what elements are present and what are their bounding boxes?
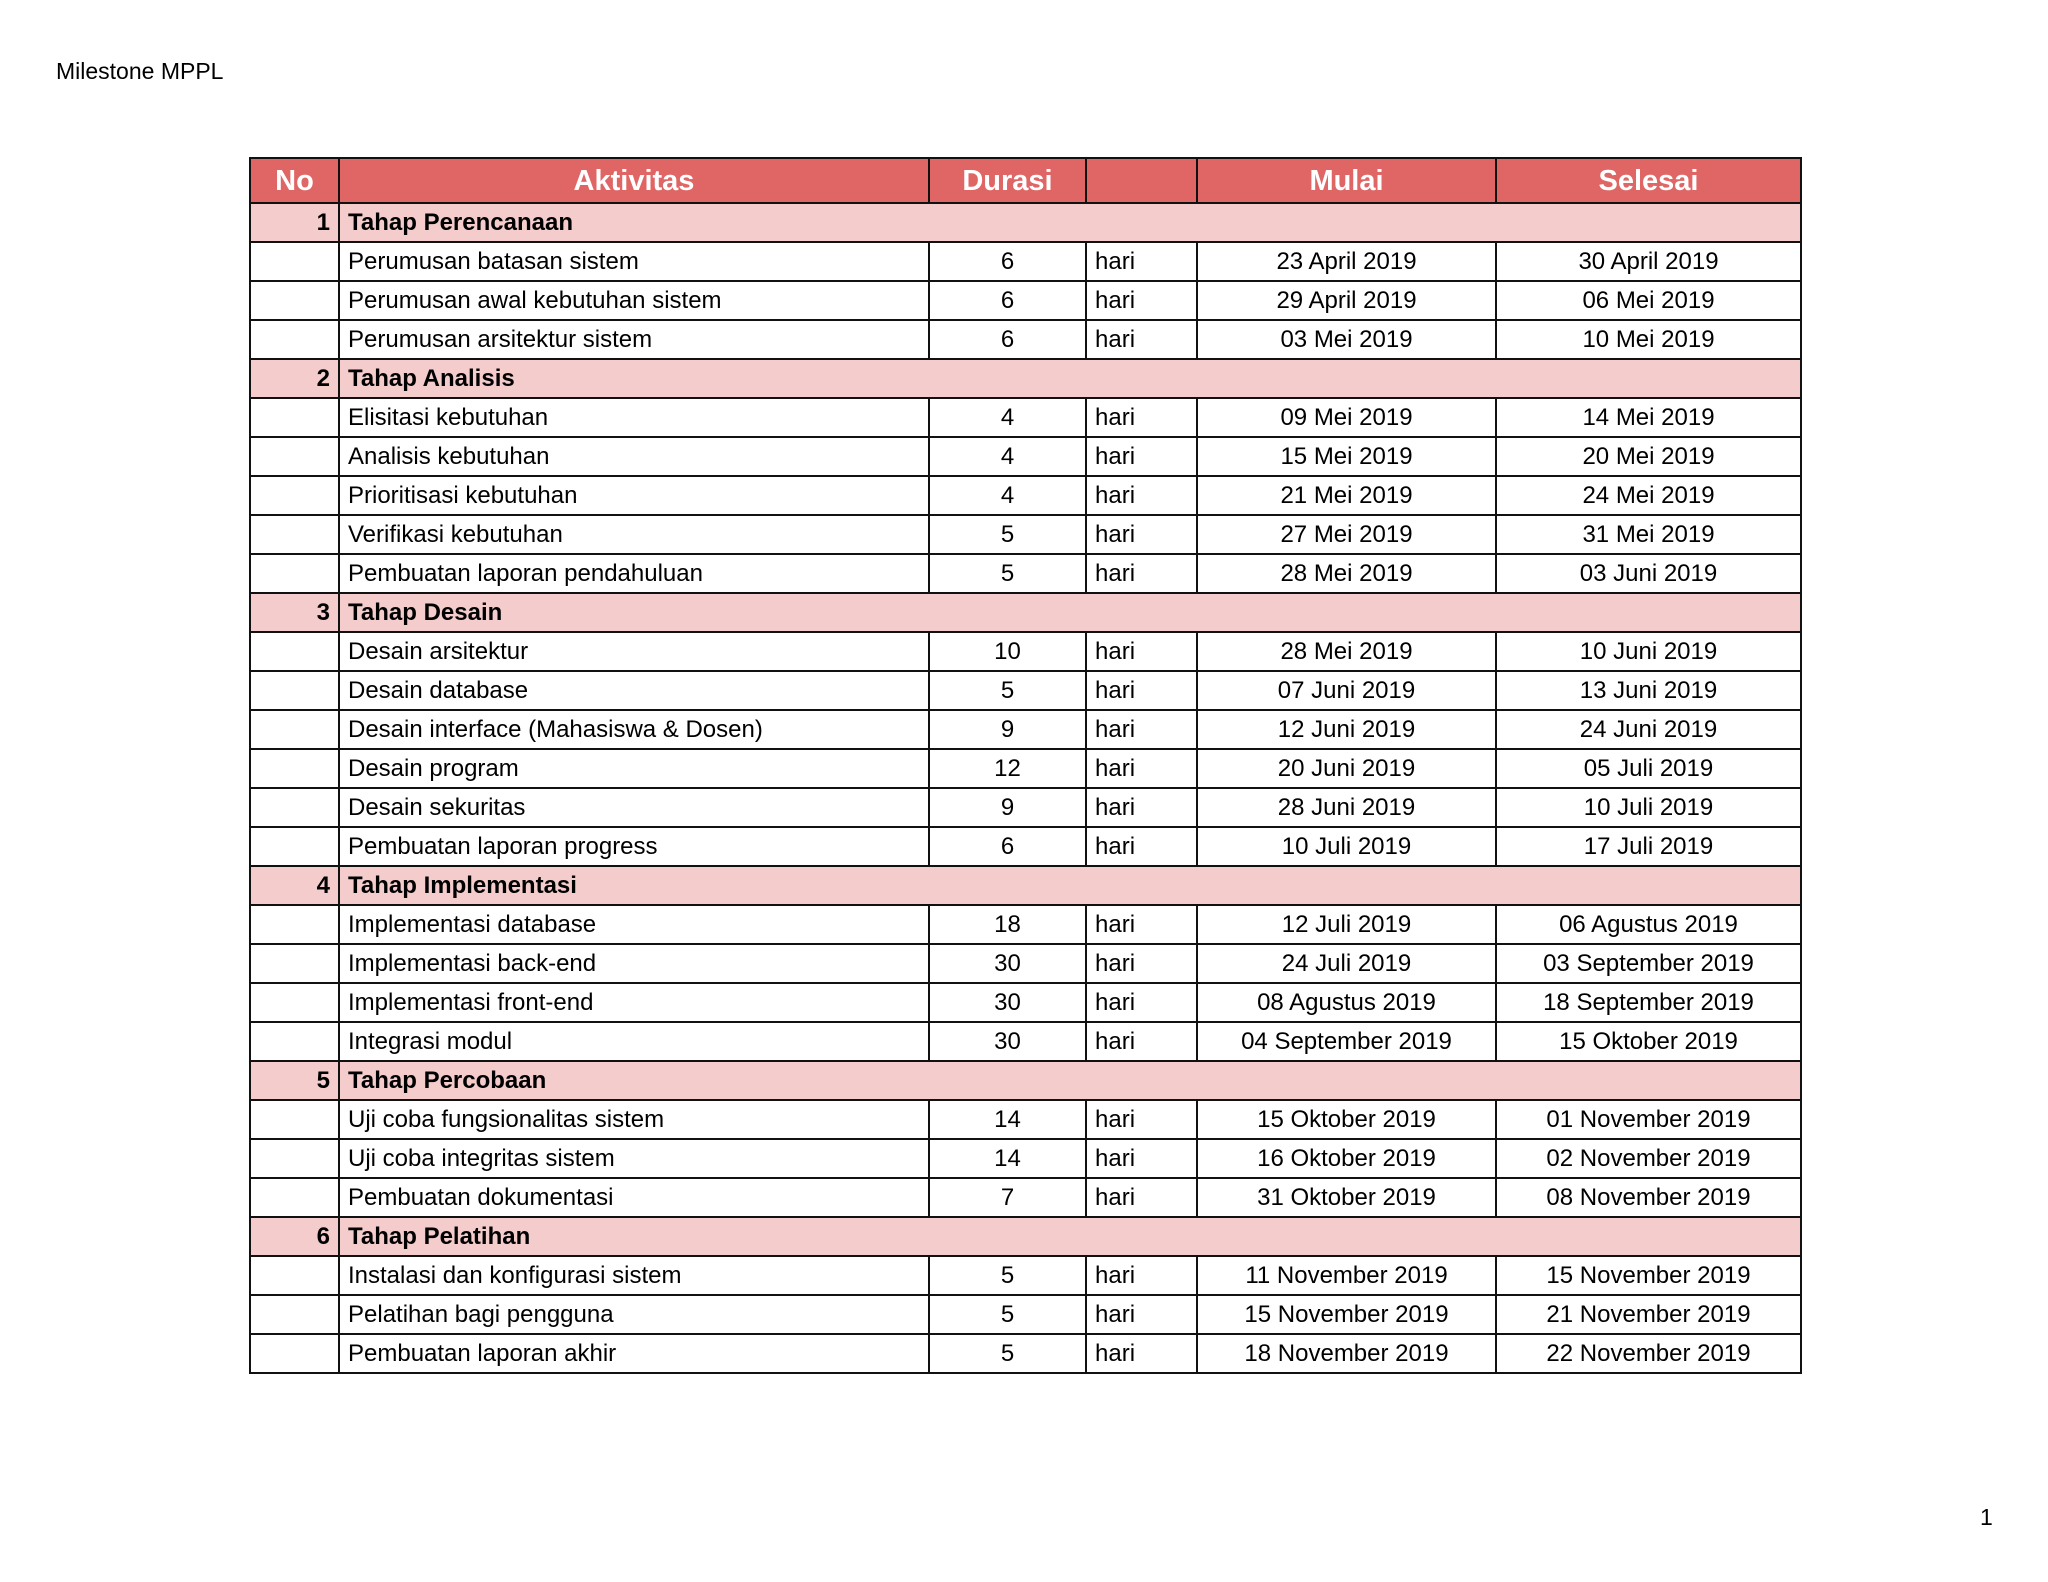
task-satuan: hari (1086, 710, 1197, 749)
task-durasi: 30 (929, 1022, 1086, 1061)
phase-number: 2 (250, 359, 339, 398)
task-satuan: hari (1086, 983, 1197, 1022)
task-aktivitas: Uji coba fungsionalitas sistem (339, 1100, 929, 1139)
phase-number: 5 (250, 1061, 339, 1100)
task-mulai: 28 Juni 2019 (1197, 788, 1496, 827)
task-aktivitas: Desain database (339, 671, 929, 710)
task-selesai: 01 November 2019 (1496, 1100, 1801, 1139)
task-durasi: 14 (929, 1139, 1086, 1178)
task-aktivitas: Elisitasi kebutuhan (339, 398, 929, 437)
task-selesai: 13 Juni 2019 (1496, 671, 1801, 710)
task-selesai: 05 Juli 2019 (1496, 749, 1801, 788)
task-selesai: 20 Mei 2019 (1496, 437, 1801, 476)
task-satuan: hari (1086, 944, 1197, 983)
task-satuan: hari (1086, 398, 1197, 437)
task-row (250, 242, 1801, 281)
phase-name: Tahap Percobaan (339, 1061, 1801, 1100)
task-durasi: 5 (929, 1256, 1086, 1295)
task-row (250, 398, 1801, 437)
document-title: Milestone MPPL (56, 58, 224, 84)
task-row (250, 788, 1801, 827)
task-satuan: hari (1086, 1178, 1197, 1217)
task-selesai: 15 Oktober 2019 (1496, 1022, 1801, 1061)
task-selesai: 18 September 2019 (1496, 983, 1801, 1022)
task-no-cell (250, 476, 339, 515)
task-no-cell (250, 437, 339, 476)
phase-name: Tahap Analisis (339, 359, 1801, 398)
task-no-cell (250, 944, 339, 983)
task-satuan: hari (1086, 632, 1197, 671)
task-aktivitas: Instalasi dan konfigurasi sistem (339, 1256, 929, 1295)
task-no-cell (250, 788, 339, 827)
task-row (250, 1178, 1801, 1217)
task-no-cell (250, 632, 339, 671)
task-aktivitas: Pembuatan laporan progress (339, 827, 929, 866)
task-mulai: 29 April 2019 (1197, 281, 1496, 320)
task-row (250, 1100, 1801, 1139)
task-satuan: hari (1086, 1022, 1197, 1061)
task-mulai: 07 Juni 2019 (1197, 671, 1496, 710)
task-mulai: 16 Oktober 2019 (1197, 1139, 1496, 1178)
phase-row (250, 1217, 1801, 1256)
task-aktivitas: Uji coba integritas sistem (339, 1139, 929, 1178)
task-satuan: hari (1086, 1256, 1197, 1295)
task-aktivitas: Pembuatan dokumentasi (339, 1178, 929, 1217)
task-no-cell (250, 554, 339, 593)
task-durasi: 30 (929, 944, 1086, 983)
task-no-cell (250, 1139, 339, 1178)
task-row (250, 710, 1801, 749)
task-no-cell (250, 1334, 339, 1373)
task-mulai: 11 November 2019 (1197, 1256, 1496, 1295)
task-satuan: hari (1086, 242, 1197, 281)
task-no-cell (250, 983, 339, 1022)
task-mulai: 04 September 2019 (1197, 1022, 1496, 1061)
task-row (250, 476, 1801, 515)
task-durasi: 5 (929, 671, 1086, 710)
task-mulai: 27 Mei 2019 (1197, 515, 1496, 554)
task-durasi: 9 (929, 710, 1086, 749)
task-row (250, 749, 1801, 788)
task-satuan: hari (1086, 1334, 1197, 1373)
task-satuan: hari (1086, 554, 1197, 593)
task-selesai: 31 Mei 2019 (1496, 515, 1801, 554)
task-no-cell (250, 671, 339, 710)
page-number: 1 (1980, 1504, 1993, 1530)
task-selesai: 06 Mei 2019 (1496, 281, 1801, 320)
task-durasi: 12 (929, 749, 1086, 788)
task-mulai: 28 Mei 2019 (1197, 554, 1496, 593)
task-satuan: hari (1086, 1139, 1197, 1178)
task-aktivitas: Desain interface (Mahasiswa & Dosen) (339, 710, 929, 749)
task-row (250, 281, 1801, 320)
task-aktivitas: Desain arsitektur (339, 632, 929, 671)
task-row (250, 320, 1801, 359)
task-selesai: 03 September 2019 (1496, 944, 1801, 983)
task-mulai: 08 Agustus 2019 (1197, 983, 1496, 1022)
task-selesai: 10 Mei 2019 (1496, 320, 1801, 359)
phase-number: 6 (250, 1217, 339, 1256)
task-durasi: 30 (929, 983, 1086, 1022)
task-aktivitas: Integrasi modul (339, 1022, 929, 1061)
milestone-table (249, 157, 1802, 1374)
task-selesai: 06 Agustus 2019 (1496, 905, 1801, 944)
task-mulai: 12 Juli 2019 (1197, 905, 1496, 944)
task-durasi: 5 (929, 1295, 1086, 1334)
task-no-cell (250, 398, 339, 437)
task-satuan: hari (1086, 281, 1197, 320)
task-selesai: 17 Juli 2019 (1496, 827, 1801, 866)
task-mulai: 24 Juli 2019 (1197, 944, 1496, 983)
phase-number: 1 (250, 203, 339, 242)
task-aktivitas: Pelatihan bagi pengguna (339, 1295, 929, 1334)
task-mulai: 21 Mei 2019 (1197, 476, 1496, 515)
phase-name: Tahap Desain (339, 593, 1801, 632)
task-mulai: 20 Juni 2019 (1197, 749, 1496, 788)
task-durasi: 10 (929, 632, 1086, 671)
task-no-cell (250, 749, 339, 788)
task-mulai: 31 Oktober 2019 (1197, 1178, 1496, 1217)
header-satuan (1086, 158, 1197, 203)
task-satuan: hari (1086, 788, 1197, 827)
task-durasi: 4 (929, 437, 1086, 476)
task-aktivitas: Pembuatan laporan pendahuluan (339, 554, 929, 593)
task-durasi: 4 (929, 476, 1086, 515)
task-satuan: hari (1086, 437, 1197, 476)
task-satuan: hari (1086, 827, 1197, 866)
task-no-cell (250, 1100, 339, 1139)
task-satuan: hari (1086, 1100, 1197, 1139)
task-row (250, 944, 1801, 983)
task-row (250, 1334, 1801, 1373)
task-no-cell (250, 242, 339, 281)
task-row (250, 632, 1801, 671)
task-no-cell (250, 281, 339, 320)
task-no-cell (250, 710, 339, 749)
task-row (250, 1139, 1801, 1178)
task-durasi: 6 (929, 320, 1086, 359)
task-aktivitas: Analisis kebutuhan (339, 437, 929, 476)
task-aktivitas: Implementasi database (339, 905, 929, 944)
task-aktivitas: Perumusan arsitektur sistem (339, 320, 929, 359)
task-aktivitas: Implementasi front-end (339, 983, 929, 1022)
task-aktivitas: Desain sekuritas (339, 788, 929, 827)
task-selesai: 30 April 2019 (1496, 242, 1801, 281)
task-selesai: 03 Juni 2019 (1496, 554, 1801, 593)
phase-row (250, 593, 1801, 632)
task-mulai: 18 November 2019 (1197, 1334, 1496, 1373)
task-satuan: hari (1086, 905, 1197, 944)
task-mulai: 15 Mei 2019 (1197, 437, 1496, 476)
task-aktivitas: Perumusan awal kebutuhan sistem (339, 281, 929, 320)
task-durasi: 7 (929, 1178, 1086, 1217)
phase-row (250, 866, 1801, 905)
task-satuan: hari (1086, 515, 1197, 554)
header-mulai: Mulai (1197, 158, 1496, 203)
task-durasi: 14 (929, 1100, 1086, 1139)
phase-name: Tahap Perencanaan (339, 203, 1801, 242)
task-row (250, 437, 1801, 476)
task-mulai: 15 Oktober 2019 (1197, 1100, 1496, 1139)
task-row (250, 983, 1801, 1022)
task-selesai: 10 Juli 2019 (1496, 788, 1801, 827)
task-row (250, 671, 1801, 710)
task-aktivitas: Implementasi back-end (339, 944, 929, 983)
phase-row (250, 203, 1801, 242)
task-mulai: 15 November 2019 (1197, 1295, 1496, 1334)
task-satuan: hari (1086, 476, 1197, 515)
task-mulai: 28 Mei 2019 (1197, 632, 1496, 671)
task-durasi: 5 (929, 515, 1086, 554)
task-row (250, 1022, 1801, 1061)
task-selesai: 08 November 2019 (1496, 1178, 1801, 1217)
task-row (250, 1256, 1801, 1295)
task-row (250, 905, 1801, 944)
task-durasi: 9 (929, 788, 1086, 827)
task-mulai: 10 Juli 2019 (1197, 827, 1496, 866)
task-durasi: 6 (929, 242, 1086, 281)
task-row (250, 515, 1801, 554)
task-selesai: 22 November 2019 (1496, 1334, 1801, 1373)
task-durasi: 5 (929, 1334, 1086, 1373)
task-durasi: 5 (929, 554, 1086, 593)
task-no-cell (250, 1178, 339, 1217)
task-mulai: 03 Mei 2019 (1197, 320, 1496, 359)
task-satuan: hari (1086, 671, 1197, 710)
task-aktivitas: Prioritisasi kebutuhan (339, 476, 929, 515)
task-mulai: 12 Juni 2019 (1197, 710, 1496, 749)
task-durasi: 4 (929, 398, 1086, 437)
task-satuan: hari (1086, 749, 1197, 788)
task-mulai: 09 Mei 2019 (1197, 398, 1496, 437)
task-selesai: 24 Mei 2019 (1496, 476, 1801, 515)
phase-name: Tahap Pelatihan (339, 1217, 1801, 1256)
task-selesai: 15 November 2019 (1496, 1256, 1801, 1295)
task-durasi: 6 (929, 827, 1086, 866)
header-no: No (250, 158, 339, 203)
task-selesai: 21 November 2019 (1496, 1295, 1801, 1334)
table-header-row (250, 158, 1801, 203)
task-no-cell (250, 827, 339, 866)
header-aktivitas: Aktivitas (339, 158, 929, 203)
phase-row (250, 359, 1801, 398)
task-selesai: 24 Juni 2019 (1496, 710, 1801, 749)
table-body (250, 203, 1801, 1373)
task-satuan: hari (1086, 320, 1197, 359)
task-no-cell (250, 1295, 339, 1334)
header-durasi: Durasi (929, 158, 1086, 203)
task-aktivitas: Pembuatan laporan akhir (339, 1334, 929, 1373)
task-no-cell (250, 905, 339, 944)
task-selesai: 02 November 2019 (1496, 1139, 1801, 1178)
task-mulai: 23 April 2019 (1197, 242, 1496, 281)
task-no-cell (250, 1256, 339, 1295)
task-no-cell (250, 515, 339, 554)
task-durasi: 6 (929, 281, 1086, 320)
phase-number: 4 (250, 866, 339, 905)
task-aktivitas: Desain program (339, 749, 929, 788)
header-selesai: Selesai (1496, 158, 1801, 203)
task-no-cell (250, 1022, 339, 1061)
task-aktivitas: Verifikasi kebutuhan (339, 515, 929, 554)
phase-row (250, 1061, 1801, 1100)
task-selesai: 14 Mei 2019 (1496, 398, 1801, 437)
phase-number: 3 (250, 593, 339, 632)
task-row (250, 827, 1801, 866)
task-row (250, 554, 1801, 593)
task-durasi: 18 (929, 905, 1086, 944)
phase-name: Tahap Implementasi (339, 866, 1801, 905)
task-aktivitas: Perumusan batasan sistem (339, 242, 929, 281)
task-row (250, 1295, 1801, 1334)
task-selesai: 10 Juni 2019 (1496, 632, 1801, 671)
task-satuan: hari (1086, 1295, 1197, 1334)
task-no-cell (250, 320, 339, 359)
